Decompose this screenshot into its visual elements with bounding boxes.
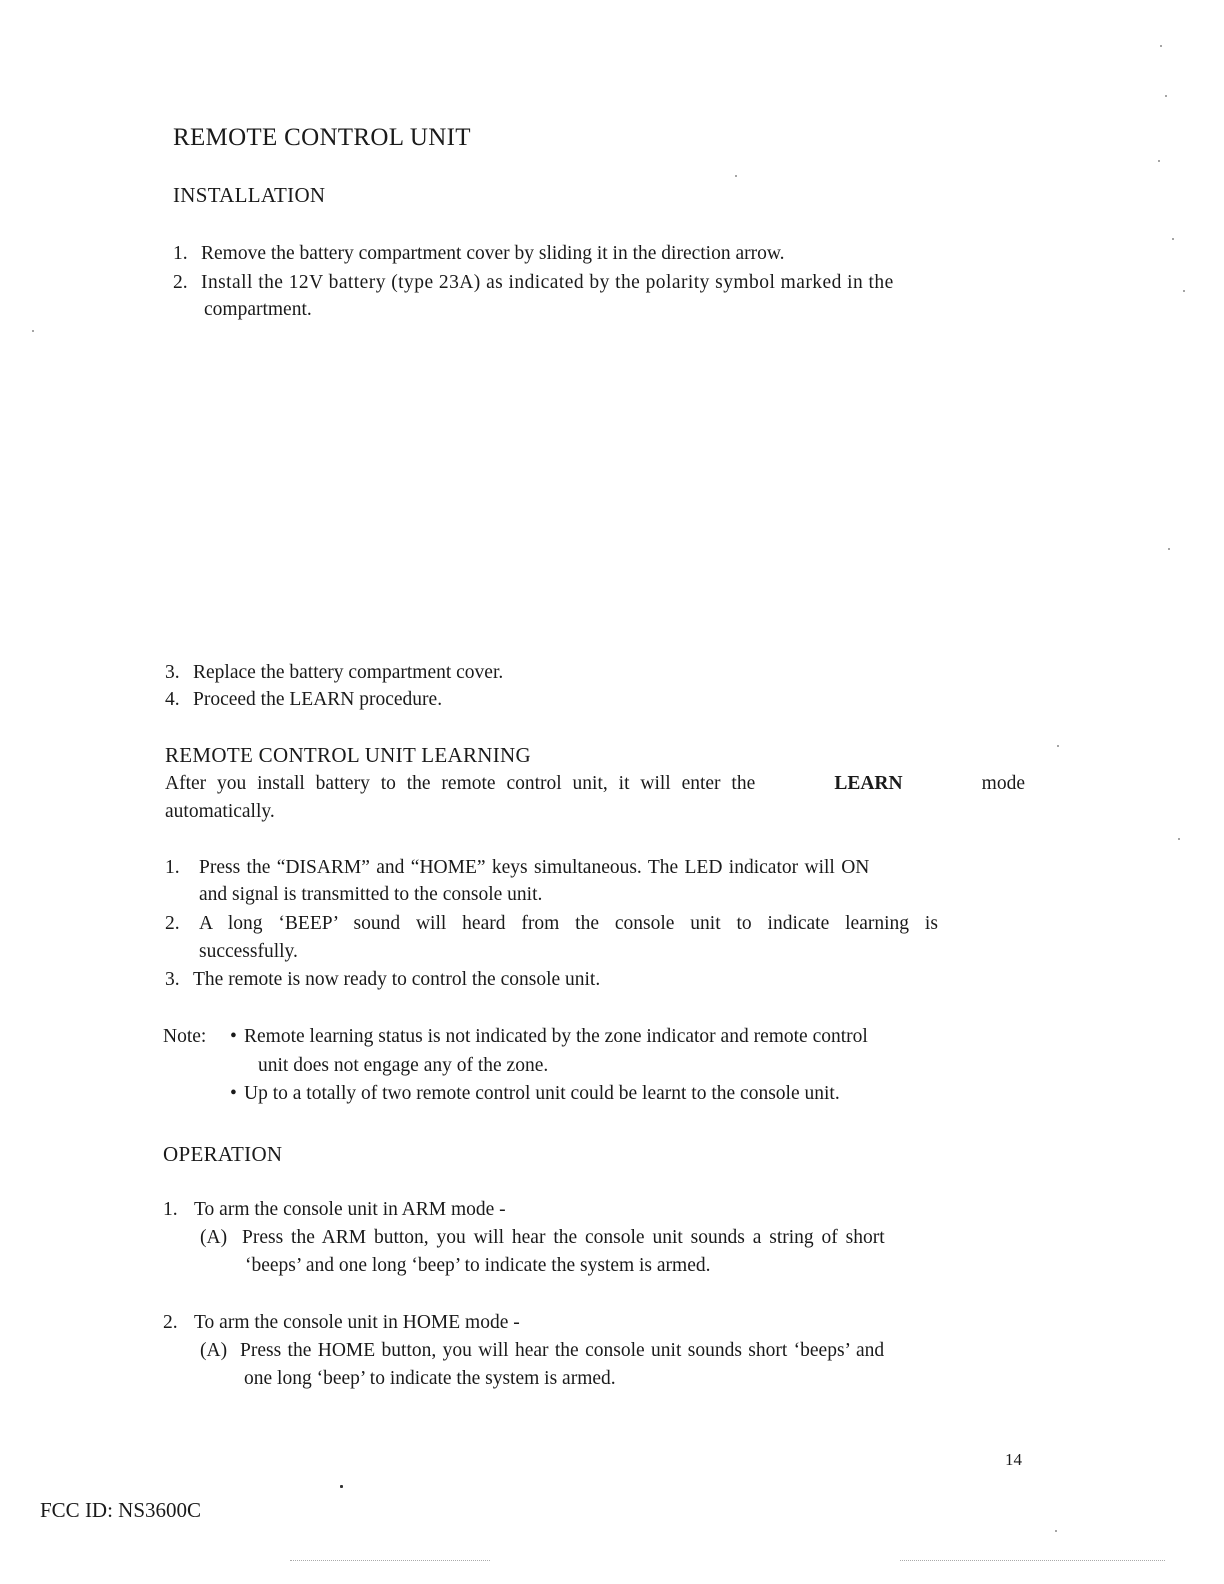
step-text: Install the 12V battery (type 23A) as indicated by the polarity symbol marked in the xyxy=(201,272,894,293)
note-bullet-2 xyxy=(230,1081,840,1107)
scan-speck xyxy=(1057,745,1059,747)
learning-step-1 xyxy=(165,855,869,881)
learning-step-2 xyxy=(165,911,938,937)
scan-speck xyxy=(1055,1530,1057,1532)
scan-edge-line xyxy=(900,1560,1165,1561)
installation-step-4 xyxy=(165,687,442,713)
scan-speck xyxy=(1178,838,1180,840)
scan-speck xyxy=(1158,160,1160,162)
scan-edge-line xyxy=(290,1560,490,1561)
bullet-dot-icon: • xyxy=(230,1083,237,1104)
operation-item-2-sub-line2: one long ‘beep’ to indicate the system is armed. xyxy=(244,1368,616,1389)
scan-speck xyxy=(1183,290,1185,292)
learning-step-3 xyxy=(165,967,600,993)
installation-step-3 xyxy=(165,660,503,686)
step-text: Proceed the LEARN procedure. xyxy=(193,689,443,710)
learning-heading: REMOTE CONTROL UNIT LEARNING xyxy=(165,743,531,767)
step-number: 3. xyxy=(165,662,180,683)
note-bullet-1 xyxy=(230,1024,868,1050)
bullet-dot-icon: • xyxy=(230,1026,237,1047)
sub-text: Press the ARM button, you will hear the console unit sounds a string of short xyxy=(242,1227,885,1248)
scan-speck xyxy=(1172,238,1174,240)
item-text: To arm the console unit in HOME mode - xyxy=(194,1312,520,1333)
step-text: A long ‘BEEP’ sound will heard from the console unit to indicate learning is xyxy=(199,913,938,934)
learning-intro-line2: automatically. xyxy=(165,801,275,822)
step-number: 2. xyxy=(165,913,180,934)
learning-step-2-line2: successfully. xyxy=(199,941,298,962)
scan-speck xyxy=(340,1485,343,1488)
sub-label: (A) xyxy=(200,1340,228,1361)
operation-item-1-sub-line2: ‘beeps’ and one long ‘beep’ to indicate the system is armed. xyxy=(245,1255,711,1276)
item-number: 1. xyxy=(163,1199,178,1220)
operation-item-1-sub xyxy=(200,1225,885,1251)
scan-speck xyxy=(1168,548,1170,550)
scan-speck xyxy=(735,175,737,177)
page-number: 14 xyxy=(1005,1450,1022,1469)
installation-step-1 xyxy=(173,241,785,267)
intro-text-end: mode xyxy=(981,773,1025,794)
note-label: Note: xyxy=(163,1026,207,1047)
scan-speck xyxy=(1160,45,1162,47)
learning-step-1-line2: and signal is transmitted to the console unit. xyxy=(199,884,543,905)
step-text: Replace the battery compartment cover. xyxy=(193,662,504,683)
operation-item-2 xyxy=(163,1310,520,1336)
installation-heading: INSTALLATION xyxy=(173,183,326,207)
operation-heading: OPERATION xyxy=(163,1142,283,1166)
note-text: Up to a totally of two remote control unit could be learnt to the console unit. xyxy=(244,1083,840,1104)
scan-speck xyxy=(1165,95,1167,97)
sub-text: Press the HOME button, you will hear the console unit sounds short ‘beeps’ and xyxy=(240,1340,885,1361)
step-text: The remote is now ready to control the console unit. xyxy=(193,969,601,990)
installation-step-2 xyxy=(173,270,1031,296)
fcc-id: FCC ID: NS3600C xyxy=(40,1498,202,1522)
item-number: 2. xyxy=(163,1312,178,1333)
step-text: Remove the battery compartment cover by sliding it in the direction arrow. xyxy=(201,243,785,264)
step-number: 1. xyxy=(173,243,188,264)
step-number: 3. xyxy=(165,969,180,990)
sub-label: (A) xyxy=(200,1227,228,1248)
step-number: 1. xyxy=(165,857,180,878)
step-text: Press the “DISARM” and “HOME” keys simultaneous. The LED indicator will ON xyxy=(199,857,870,878)
learning-intro xyxy=(165,771,1025,797)
item-text: To arm the console unit in ARM mode - xyxy=(194,1199,506,1220)
step-number: 4. xyxy=(165,689,180,710)
page-title: REMOTE CONTROL UNIT xyxy=(173,124,471,151)
note-bullet-1-line2: unit does not engage any of the zone. xyxy=(258,1055,549,1076)
note-text: Remote learning status is not indicated by the zone indicator and remote control xyxy=(244,1026,868,1047)
scan-speck xyxy=(32,330,34,332)
installation-step-2-continued: compartment. xyxy=(204,299,312,320)
operation-item-1 xyxy=(163,1197,506,1223)
intro-text: After you install battery to the remote control unit, it will enter the xyxy=(165,773,756,794)
step-number: 2. xyxy=(173,272,188,293)
learn-keyword: LEARN xyxy=(834,773,903,794)
operation-item-2-sub xyxy=(200,1338,884,1364)
